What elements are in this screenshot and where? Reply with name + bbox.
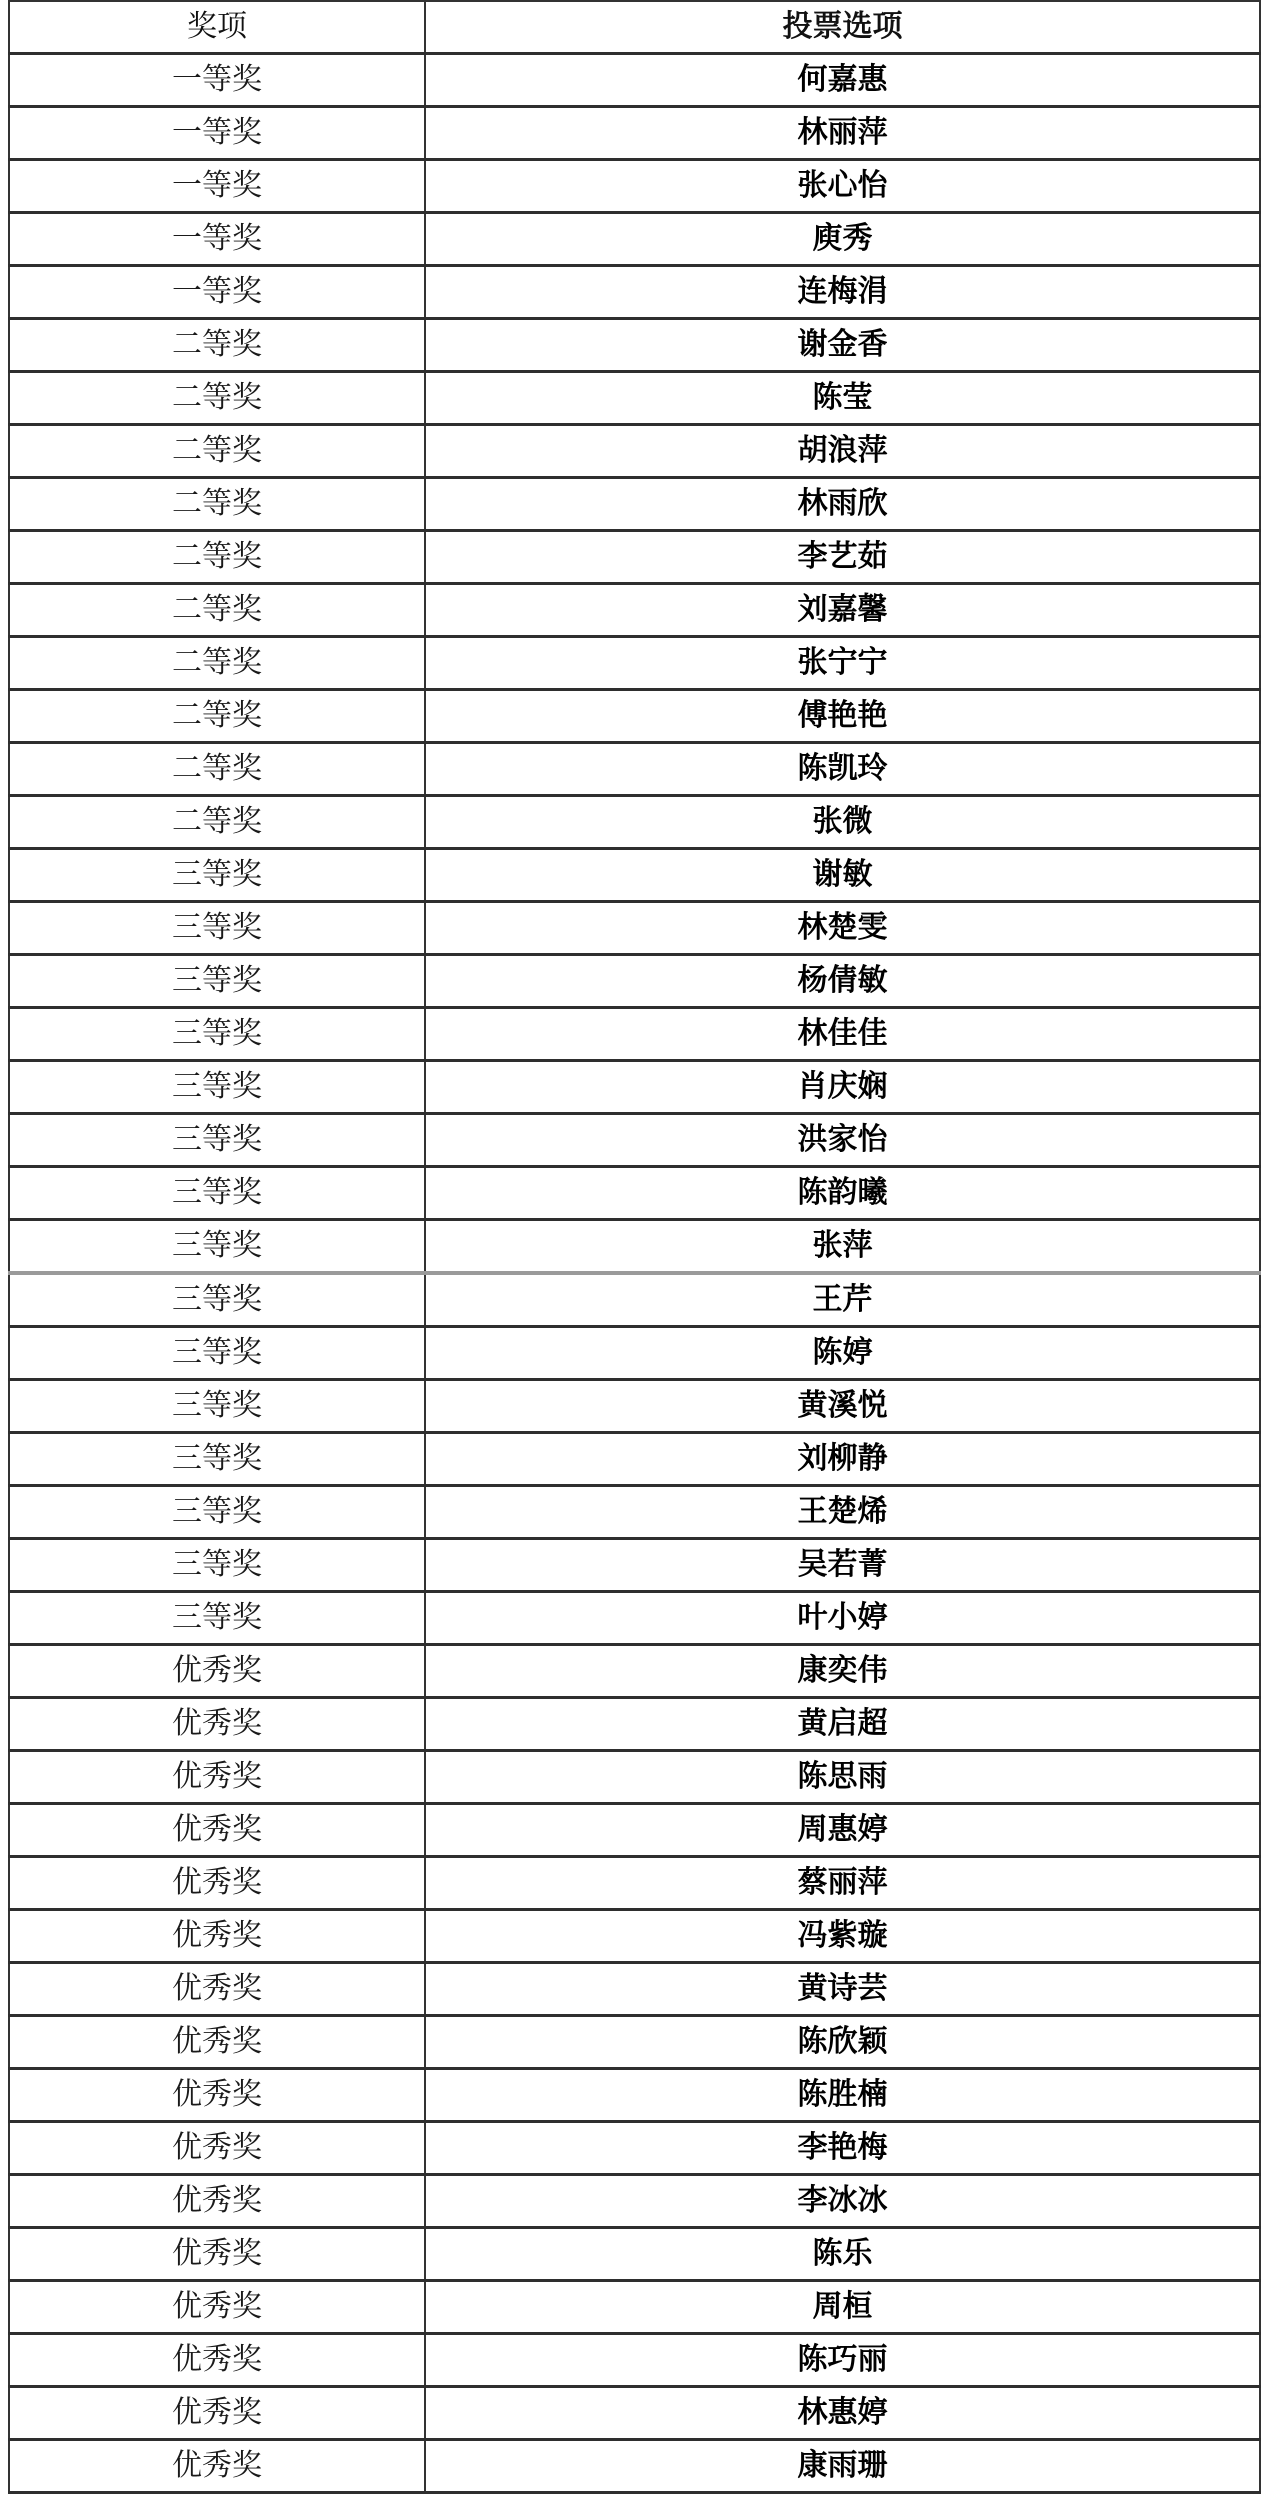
- award-cell: 三等奖: [9, 1327, 425, 1380]
- candidate-name-cell: 刘嘉馨: [425, 584, 1260, 637]
- candidate-name-cell: 陈凯玲: [425, 743, 1260, 796]
- table-row: [9, 902, 1260, 955]
- table-row: [9, 2069, 1260, 2122]
- candidate-name-cell: 林惠婷: [425, 2387, 1260, 2440]
- award-cell: 二等奖: [9, 690, 425, 743]
- award-cell: 三等奖: [9, 1592, 425, 1645]
- candidate-name-cell: 陈思雨: [425, 1751, 1260, 1804]
- table-row: [9, 1963, 1260, 2016]
- award-cell: 二等奖: [9, 531, 425, 584]
- award-cell: 优秀奖: [9, 2122, 425, 2175]
- table-row: [9, 160, 1260, 213]
- table-row: [9, 1114, 1260, 1167]
- candidate-name-cell: 黄诗芸: [425, 1963, 1260, 2016]
- table-row: [9, 1698, 1260, 1751]
- candidate-name-cell: 李冰冰: [425, 2175, 1260, 2228]
- candidate-name-cell: 张宁宁: [425, 637, 1260, 690]
- award-cell: 一等奖: [9, 160, 425, 213]
- award-cell: 三等奖: [9, 849, 425, 902]
- award-cell: 优秀奖: [9, 1910, 425, 1963]
- table-row: [9, 955, 1260, 1008]
- award-cell: 优秀奖: [9, 2016, 425, 2069]
- vote-sheet: [8, 0, 1259, 2483]
- table-row: [9, 213, 1260, 266]
- table-row: [9, 266, 1260, 319]
- option-column-header: 投票选项: [425, 1, 1260, 54]
- table-row: [9, 1645, 1260, 1698]
- award-cell: 三等奖: [9, 955, 425, 1008]
- table-row: [9, 1592, 1260, 1645]
- award-cell: 三等奖: [9, 1114, 425, 1167]
- award-cell: 三等奖: [9, 1380, 425, 1433]
- candidate-name-cell: 陈韵曦: [425, 1167, 1260, 1220]
- award-cell: 三等奖: [9, 1539, 425, 1592]
- award-column-header: 奖项: [9, 1, 425, 54]
- table-row: [9, 1327, 1260, 1380]
- table-row: [9, 849, 1260, 902]
- table-row: [9, 1486, 1260, 1539]
- award-cell: 优秀奖: [9, 1698, 425, 1751]
- candidate-name-cell: 张心怡: [425, 160, 1260, 213]
- award-cell: 优秀奖: [9, 1857, 425, 1910]
- candidate-name-cell: 周惠婷: [425, 1804, 1260, 1857]
- award-cell: 优秀奖: [9, 2281, 425, 2334]
- candidate-name-cell: 肖庆娴: [425, 1061, 1260, 1114]
- table-row: [9, 1910, 1260, 1963]
- candidate-name-cell: 张微: [425, 796, 1260, 849]
- candidate-name-cell: 周桓: [425, 2281, 1260, 2334]
- table-row: [9, 2122, 1260, 2175]
- table-body: [9, 54, 1260, 2493]
- table-row: [9, 690, 1260, 743]
- vote-table: [8, 0, 1261, 2494]
- table-row: [9, 2387, 1260, 2440]
- award-cell: 优秀奖: [9, 1751, 425, 1804]
- candidate-name-cell: 何嘉惠: [425, 54, 1260, 107]
- candidate-name-cell: 李艺茹: [425, 531, 1260, 584]
- award-cell: 优秀奖: [9, 1804, 425, 1857]
- candidate-name-cell: 康奕伟: [425, 1645, 1260, 1698]
- table-row: [9, 2175, 1260, 2228]
- table-row: [9, 1061, 1260, 1114]
- table-row: [9, 1167, 1260, 1220]
- table-row: [9, 1433, 1260, 1486]
- table-row: [9, 372, 1260, 425]
- award-cell: 二等奖: [9, 743, 425, 796]
- table-row: [9, 531, 1260, 584]
- award-cell: 优秀奖: [9, 1963, 425, 2016]
- award-cell: 一等奖: [9, 213, 425, 266]
- candidate-name-cell: 蔡丽萍: [425, 1857, 1260, 1910]
- award-cell: 优秀奖: [9, 2387, 425, 2440]
- candidate-name-cell: 陈莹: [425, 372, 1260, 425]
- award-cell: 优秀奖: [9, 2440, 425, 2493]
- table-row: [9, 637, 1260, 690]
- award-cell: 三等奖: [9, 902, 425, 955]
- award-cell: 二等奖: [9, 637, 425, 690]
- award-cell: 三等奖: [9, 1220, 425, 1274]
- award-cell: 二等奖: [9, 584, 425, 637]
- table-row: [9, 107, 1260, 160]
- table-row: [9, 1380, 1260, 1433]
- table-row: [9, 319, 1260, 372]
- table-row: [9, 2228, 1260, 2281]
- candidate-name-cell: 张萍: [425, 1220, 1260, 1274]
- candidate-name-cell: 傅艳艳: [425, 690, 1260, 743]
- table-row: [9, 743, 1260, 796]
- candidate-name-cell: 刘柳静: [425, 1433, 1260, 1486]
- award-cell: 一等奖: [9, 266, 425, 319]
- award-cell: 二等奖: [9, 478, 425, 531]
- table-row: [9, 1273, 1260, 1327]
- award-cell: 优秀奖: [9, 2175, 425, 2228]
- candidate-name-cell: 康雨珊: [425, 2440, 1260, 2493]
- candidate-name-cell: 谢敏: [425, 849, 1260, 902]
- award-cell: 三等奖: [9, 1167, 425, 1220]
- candidate-name-cell: 黄溪悦: [425, 1380, 1260, 1433]
- table-row: [9, 425, 1260, 478]
- award-cell: 二等奖: [9, 796, 425, 849]
- table-row: [9, 2334, 1260, 2387]
- candidate-name-cell: 陈乐: [425, 2228, 1260, 2281]
- candidate-name-cell: 洪家怡: [425, 1114, 1260, 1167]
- candidate-name-cell: 林楚雯: [425, 902, 1260, 955]
- award-cell: 优秀奖: [9, 2228, 425, 2281]
- candidate-name-cell: 连梅涓: [425, 266, 1260, 319]
- candidate-name-cell: 林佳佳: [425, 1008, 1260, 1061]
- candidate-name-cell: 林丽萍: [425, 107, 1260, 160]
- table-row: [9, 2440, 1260, 2493]
- candidate-name-cell: 陈婷: [425, 1327, 1260, 1380]
- candidate-name-cell: 王芹: [425, 1273, 1260, 1327]
- award-cell: 三等奖: [9, 1008, 425, 1061]
- candidate-name-cell: 黄启超: [425, 1698, 1260, 1751]
- candidate-name-cell: 冯紫璇: [425, 1910, 1260, 1963]
- candidate-name-cell: 吴若菁: [425, 1539, 1260, 1592]
- candidate-name-cell: 叶小婷: [425, 1592, 1260, 1645]
- award-cell: 一等奖: [9, 54, 425, 107]
- award-cell: 二等奖: [9, 372, 425, 425]
- table-row: [9, 2281, 1260, 2334]
- award-cell: 优秀奖: [9, 2069, 425, 2122]
- candidate-name-cell: 胡浪萍: [425, 425, 1260, 478]
- table-row: [9, 1539, 1260, 1592]
- award-cell: 三等奖: [9, 1061, 425, 1114]
- award-cell: 优秀奖: [9, 2334, 425, 2387]
- award-cell: 三等奖: [9, 1273, 425, 1327]
- table-row: [9, 1804, 1260, 1857]
- award-cell: 三等奖: [9, 1433, 425, 1486]
- award-cell: 二等奖: [9, 319, 425, 372]
- table-row: [9, 1220, 1260, 1274]
- candidate-name-cell: 林雨欣: [425, 478, 1260, 531]
- candidate-name-cell: 庾秀: [425, 213, 1260, 266]
- candidate-name-cell: 王楚烯: [425, 1486, 1260, 1539]
- table-row: [9, 2016, 1260, 2069]
- table-row: [9, 584, 1260, 637]
- candidate-name-cell: 谢金香: [425, 319, 1260, 372]
- candidate-name-cell: 陈胜楠: [425, 2069, 1260, 2122]
- candidate-name-cell: 陈巧丽: [425, 2334, 1260, 2387]
- table-row: [9, 796, 1260, 849]
- award-cell: 二等奖: [9, 425, 425, 478]
- table-row: [9, 478, 1260, 531]
- candidate-name-cell: 李艳梅: [425, 2122, 1260, 2175]
- table-row: [9, 1857, 1260, 1910]
- candidate-name-cell: 陈欣颖: [425, 2016, 1260, 2069]
- table-row: [9, 1751, 1260, 1804]
- award-cell: 一等奖: [9, 107, 425, 160]
- header-row: [9, 1, 1260, 54]
- candidate-name-cell: 杨倩敏: [425, 955, 1260, 1008]
- award-cell: 优秀奖: [9, 1645, 425, 1698]
- table-row: [9, 1008, 1260, 1061]
- table-row: [9, 54, 1260, 107]
- award-cell: 三等奖: [9, 1486, 425, 1539]
